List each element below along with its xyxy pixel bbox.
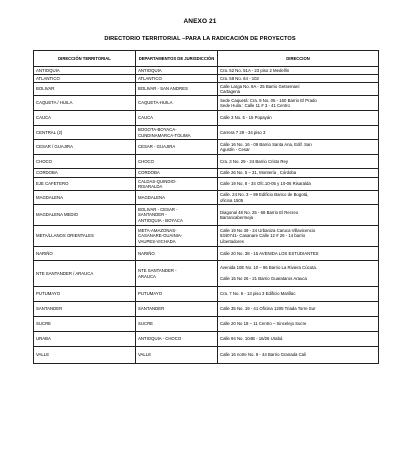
table-row — [34, 169, 379, 178]
cell-territorial: CAUCA — [34, 111, 136, 126]
cell-direccion: Sede Caquetá: Cra. 9 No. 05 - 160 Barrio El Prado Sede Huila : Calle 11 # 3 - 41 Centro — [218, 96, 379, 111]
cell-departamentos: META-AMAZONAS- CASANARE-GUAINIA- VAUPES-VICHADA — [136, 226, 218, 247]
cell-direccion: Cra. 7 No. 6 - 13 piso 3 Edificio Marillac — [218, 287, 379, 302]
cell-direccion: Cra. 3 No. 29 - 24 Barrio Cristo Rey — [218, 155, 379, 169]
cell-territorial: EJE CAFETERO — [34, 178, 136, 191]
cell-direccion: Calle 3 No. 5 - 15 Popayán — [218, 111, 379, 126]
table-row — [34, 205, 379, 226]
table-row — [34, 83, 379, 96]
header-direccion: DIRECCION — [218, 51, 379, 67]
cell-departamentos: PUTUMAYO — [136, 287, 218, 302]
table-row — [34, 96, 379, 111]
cell-direccion: Calle 20 No 18 – 11 Centro – Sincelejo Sucre — [218, 317, 379, 332]
table-row — [34, 126, 379, 140]
cell-territorial: SANTANDER — [34, 302, 136, 317]
table-row — [34, 317, 379, 332]
cell-direccion: Diagonal 48 No. 25 - 68 Barrio El Recreo Barrancabermeja — [218, 205, 379, 226]
cell-direccion: Calle 19 No 39 - 24 Urbaniza Caruca Villavicencio 6340741- Casanare Calle 12 # 26 - 14 barrio Libertadores — [218, 226, 379, 247]
table-row — [34, 332, 379, 347]
table-header-row — [34, 51, 379, 67]
cell-departamentos: SUCRE — [136, 317, 218, 332]
table-row — [34, 287, 379, 302]
table-row — [34, 67, 379, 75]
cell-territorial: BOLIVAR — [34, 83, 136, 96]
cell-departamentos: ATLANTICO — [136, 75, 218, 83]
table-row — [34, 302, 379, 317]
cell-direccion: Calle 26 No. 5 – 31, Montería , Córdoba — [218, 169, 379, 178]
cell-departamentos: BOLIVAR - SAN ANDRES — [136, 83, 218, 96]
cell-territorial: NTE SANTANDER / ARAUCA — [34, 261, 136, 287]
table-row — [34, 261, 379, 287]
cell-territorial: PUTUMAYO — [34, 287, 136, 302]
cell-departamentos: CALDAS-QUINDIO- RISARALDA — [136, 178, 218, 191]
cell-direccion: Cra. 58 No. 64 - 102 — [218, 75, 379, 83]
cell-direccion: Calle 20 No. 38 - 15 AVENIDA LOS ESTUDIANTES — [218, 247, 379, 261]
cell-direccion: Calle 94 No. 104B - 16/26 Urabá — [218, 332, 379, 347]
cell-territorial: CORDOBA — [34, 169, 136, 178]
table-row — [34, 247, 379, 261]
cell-territorial: SUCRE — [34, 317, 136, 332]
header-departamentos: DEPARTAMENTOS DE JURISDICCIÓN — [136, 51, 218, 67]
cell-territorial: CHOCO — [34, 155, 136, 169]
cell-departamentos: CAUCA — [136, 111, 218, 126]
cell-departamentos: CESAR - GUAJIRA — [136, 140, 218, 155]
cell-territorial: ATLANTICO — [34, 75, 136, 83]
cell-territorial: CESAR / GUAJIRA — [34, 140, 136, 155]
cell-territorial: VALLE — [34, 347, 136, 364]
cell-direccion: Cra. 52 No. 51A - 23 piso 2 Medellín — [218, 67, 379, 75]
cell-territorial: NARIÑO — [34, 247, 136, 261]
cell-direccion: Calle Larga No. 9A - 25 Barrio Getsemaní Cartagena — [218, 83, 379, 96]
cell-departamentos: ANTIOQUIA - CHOCO — [136, 332, 218, 347]
table-row — [34, 347, 379, 364]
table-row — [34, 191, 379, 205]
cell-departamentos: CHOCO — [136, 155, 218, 169]
cell-territorial: URABA — [34, 332, 136, 347]
cell-departamentos: VALLE — [136, 347, 218, 364]
page-subtitle: DIRECTORIO TERRITORIAL –PARA LA RADICACIÓN DE PROYECTOS — [104, 36, 296, 42]
page-title: ANEXO 21 — [183, 18, 217, 25]
cell-departamentos: CAQUETA-HUILA — [136, 96, 218, 111]
header-territorial: DIRECCIÓN TERRITORIAL — [34, 51, 136, 67]
cell-territorial: CENTRAL (2) — [34, 126, 136, 140]
cell-territorial: MAGDALENA MEDIO — [34, 205, 136, 226]
cell-direccion: Avenida 10E No. 10 – 96 Barrio La Riviera Cúcuta. Calle 15 No 26 - 21 Barrio Guarataros Arauca — [218, 261, 379, 287]
table-row — [34, 140, 379, 155]
cell-departamentos: CORDOBA — [136, 169, 218, 178]
cell-territorial: META/LLANOS ORIENTALES — [34, 226, 136, 247]
table-row — [34, 75, 379, 83]
cell-departamentos: NARIÑO — [136, 247, 218, 261]
cell-direccion: Calle 35 No. 19 - 41 Oficina 1205 Triada Torre Sur — [218, 302, 379, 317]
cell-direccion: Calle 16 No. 16 - 09 Barrio Santa Ana, Edif. San Agustín - Cesar — [218, 140, 379, 155]
directory-table — [33, 50, 379, 364]
cell-territorial: CAQUETA / HUILA — [34, 96, 136, 111]
table-row — [34, 226, 379, 247]
cell-departamentos: BOLIVAR - CESAR - SANTANDER - ANTIOQUIA - BOYACA — [136, 205, 218, 226]
cell-territorial: MAGDALENA — [34, 191, 136, 205]
table-row — [34, 155, 379, 169]
cell-direccion: Calle. 24 No. 3 – 99 Edificio Banco de Bogotá, oficina 1505 — [218, 191, 379, 205]
cell-direccion: Calle 16 norte No. 9 - 44 Barrio Granada Cali — [218, 347, 379, 364]
cell-departamentos: BOGOTA-BOYACA- CUNDINAMARCA-TOLIMA — [136, 126, 218, 140]
cell-departamentos: MAGDALENA — [136, 191, 218, 205]
cell-departamentos: NTE SANTANDER - ARAUCA — [136, 261, 218, 287]
cell-direccion: Carrera 7 29 - 34 piso 3 — [218, 126, 379, 140]
table-row — [34, 111, 379, 126]
cell-territorial: ANTIOQUIA — [34, 67, 136, 75]
table-row — [34, 178, 379, 191]
cell-departamentos: SANTANDER — [136, 302, 218, 317]
cell-departamentos: ANTIOQUIA — [136, 67, 218, 75]
cell-direccion: Calle 19 No. 8 - 34 Ofc.10-05 y 10-06 Risaralda — [218, 178, 379, 191]
